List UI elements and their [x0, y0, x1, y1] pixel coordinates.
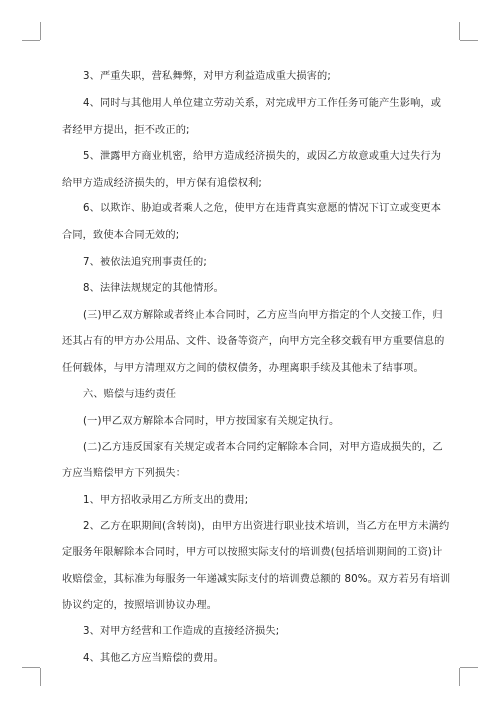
crop-mark-top-right: [460, 40, 478, 41]
crop-mark-bottom-left: [22, 667, 40, 668]
section-heading: 六、赔偿与违约责任: [83, 389, 177, 400]
text-line: 2、乙方在职期间(含转岗)，由甲方出资进行职业技术培训，当乙方在甲方未满约: [83, 521, 450, 532]
crop-mark-bottom-right: [460, 667, 478, 668]
text-line: 4、其他乙方应当赔偿的费用。: [83, 653, 225, 664]
text-line: 7、被依法追究刑事责任的;: [83, 257, 207, 268]
crop-mark-top-right: [459, 22, 460, 40]
text-line: 3、严重失职，营私舞弊，对甲方利益造成重大损害的;: [83, 71, 331, 82]
crop-mark-top-left: [40, 22, 41, 40]
text-line: 方应当赔偿甲方下列损失：: [62, 468, 187, 479]
text-line: 收赔偿金，其标准为每服务一年递减实际支付的培训费总额的 80%。双方若另有培训: [62, 574, 451, 585]
text-line: 协议约定的，按照培训协议办理。: [62, 600, 218, 611]
text-line: 8、法律法规规定的其他情形。: [83, 283, 225, 294]
text-line: 给甲方造成经济损失的，甲方保有追偿权利;: [62, 178, 262, 189]
crop-mark-bottom-left: [40, 668, 41, 686]
text-line: 任何载体，与甲方清理双方之间的债权债务，办理离职手续及其他未了结事项。: [62, 363, 424, 374]
text-line: 5、泄露甲方商业机密，给甲方造成经济损失的，或因乙方故意或重大过失行为: [83, 151, 442, 162]
text-line: (一)甲乙双方解除本合同时，甲方按国家有关规定执行。: [83, 416, 340, 427]
text-line: 3、对甲方经营和工作造成的直接经济损失;: [83, 626, 280, 637]
text-line: 还其占有的甲方办公用品、文件、设备等资产，向甲方完全移交载有甲方重要信息的: [62, 336, 445, 347]
text-line: (三)甲乙双方解除或者终止本合同时，乙方应当向甲方指定的个人交接工作，归: [83, 310, 443, 321]
text-line: 4、同时与其他用人单位建立劳动关系，对完成甲方工作任务可能产生影响，或: [83, 98, 442, 109]
text-line: (二)乙方违反国家有关规定或者本合同约定解除本合同，对甲方造成损失的，乙: [83, 442, 443, 453]
text-line: 1、甲方招收录用乙方所支出的费用;: [83, 495, 249, 506]
text-line: 合同，致使本合同无效的;: [62, 230, 180, 241]
text-line: 定服务年限解除本合同时，甲方可以按照实际支付的培训费(包括培训期间的工资)计: [62, 547, 443, 558]
crop-mark-top-left: [22, 40, 40, 41]
text-line: 者经甲方提出，拒不改正的;: [62, 125, 190, 136]
crop-mark-bottom-right: [459, 668, 460, 686]
text-line: 6、以欺诈、胁迫或者乘人之危，使甲方在违背真实意愿的情况下订立或变更本: [83, 203, 442, 214]
